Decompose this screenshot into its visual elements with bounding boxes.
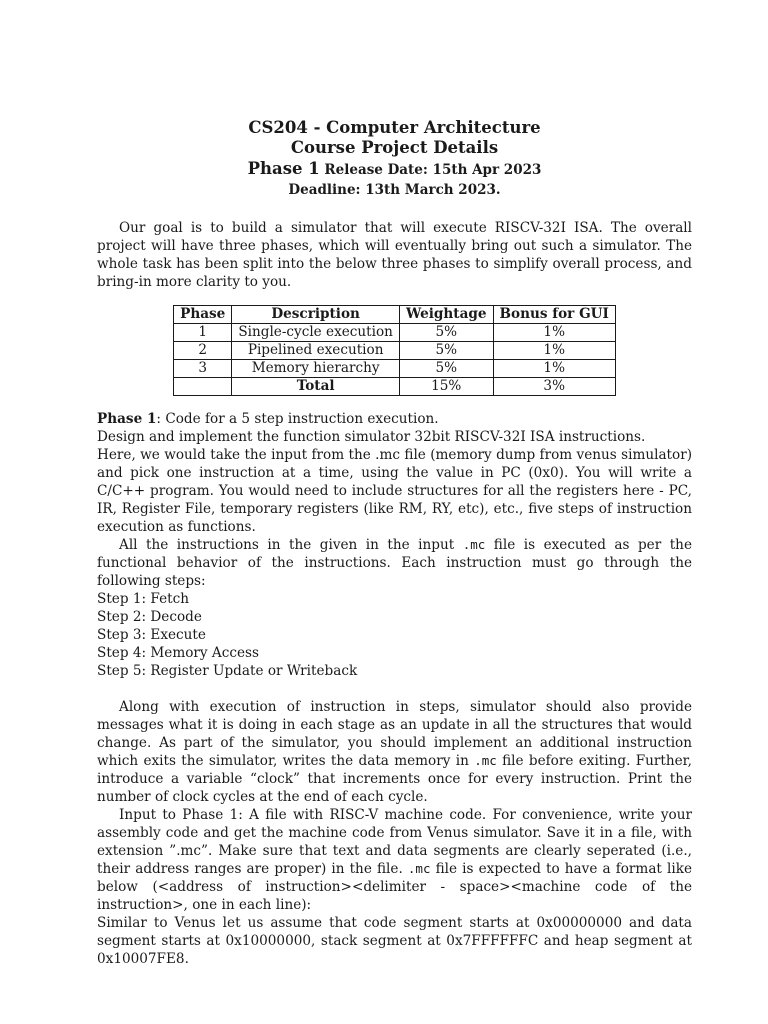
cell: 15%: [399, 378, 493, 396]
phase1-heading: [97, 410, 692, 428]
cell: 1%: [493, 324, 615, 342]
list-item: Step 4: Memory Access: [97, 645, 259, 661]
course-title: CS204 - Computer Architecture: [248, 118, 541, 137]
cell: 1%: [493, 360, 615, 378]
code-inline: .mc: [474, 753, 497, 768]
text: All the instructions in the given in the input: [119, 537, 463, 553]
cell: 5%: [399, 342, 493, 360]
phase1-paragraph: Here, we would take the input from the .mc file (memory dump from venus simulator) and pick one instruction at a time, using the value in PC (0x0). You will write a C/C++ program. You would need to include structures for all the registers here - PC, IR, Register File, temporary registers (like RM, RY, etc), etc., five steps of instruction execution as functions.: [97, 447, 692, 535]
header-bonus: Bonus for GUI: [493, 306, 615, 324]
text: Along with execution of instruction in steps, simulator should also provide messages what it is doing in each stage as an update in all the structures that would change. As part of the simulator, you should implement an additional instruction which exits the simulator, writes the data memory in: [97, 699, 692, 769]
phase-table: [173, 305, 616, 396]
cell: 1: [174, 324, 232, 342]
cell: Pipelined execution: [232, 342, 400, 360]
intro-paragraph: Our goal is to build a simulator that will execute RISCV-32I ISA. The overall project will have three phases, which will eventually bring out such a simulator. The whole task has been split into the below three phases to simplify overall process, and bring-in more clarity to you.: [97, 220, 692, 290]
cell: 1%: [493, 342, 615, 360]
list-item: Step 2: Decode: [97, 609, 202, 625]
document-title: Course Project Details: [290, 138, 499, 157]
text: file is expected to have a format like below (<address of instruction><delimiter - space><machine code of the instruction>, one in each line):: [97, 861, 692, 913]
cell: 3: [174, 360, 232, 378]
text: file is executed as per the functional behavior of the instructions. Each instruction must go through the following steps:: [97, 537, 692, 589]
phase1-heading-text: : Code for a 5 step instruction execution.: [156, 411, 439, 427]
cell: Single-cycle execution: [232, 324, 400, 342]
segments-paragraph: Similar to Venus let us assume that code segment starts at 0x00000000 and data segment starts at 0x10000000, stack segment at 0x7FFFFFFC and heap segment at 0x10007FE8.: [97, 915, 692, 967]
cell: Total: [232, 378, 400, 396]
header-description: Description: [232, 306, 400, 324]
text: Input to Phase 1: A file with RISC-V machine code. For convenience, write your assembly code and get the machine code from Venus simulator. Save it in a file, with extension ”.mc”. Make sure that text and data segments are clearly seperated (i.e., their address ranges are proper) in the file.: [97, 807, 692, 877]
cell: 5%: [399, 324, 493, 342]
cell: Memory hierarchy: [232, 360, 400, 378]
cell: 5%: [399, 360, 493, 378]
instructions-paragraph: [97, 536, 692, 590]
cell: [174, 378, 232, 396]
code-inline: .mc: [407, 861, 431, 876]
text: file before exiting. Further, introduce a variable “clock” that increments once for every instruction. Print the number of clock cycles at the end of each cycle.: [97, 753, 692, 805]
header-weightage: Weightage: [399, 306, 493, 324]
release-date: Release Date: 15th Apr 2023: [324, 162, 542, 178]
list-item: Step 5: Register Update or Writeback: [97, 663, 358, 679]
table-header-row: [174, 306, 616, 324]
code-inline: .mc: [462, 537, 486, 552]
table-row: [174, 324, 616, 342]
input-paragraph: [97, 806, 692, 914]
list-item: Step 1: Fetch: [97, 591, 189, 607]
deadline: Deadline: 13th March 2023.: [288, 182, 501, 198]
cell: 2: [174, 342, 232, 360]
phase-label: Phase 1: [247, 159, 320, 178]
simulator-paragraph: [97, 698, 692, 806]
document-page: [97, 118, 692, 968]
table-row: [174, 342, 616, 360]
table-total-row: [174, 378, 616, 396]
cell: 3%: [493, 378, 615, 396]
list-item: Step 3: Execute: [97, 627, 206, 643]
phase1-line2: Design and implement the function simulator 32bit RISCV-32I ISA instructions.: [97, 429, 646, 445]
table-row: [174, 360, 616, 378]
phase1-label: Phase 1: [97, 411, 157, 427]
phase-release-line: [97, 158, 692, 181]
steps-list: [97, 590, 692, 680]
header-phase: Phase: [174, 306, 232, 324]
